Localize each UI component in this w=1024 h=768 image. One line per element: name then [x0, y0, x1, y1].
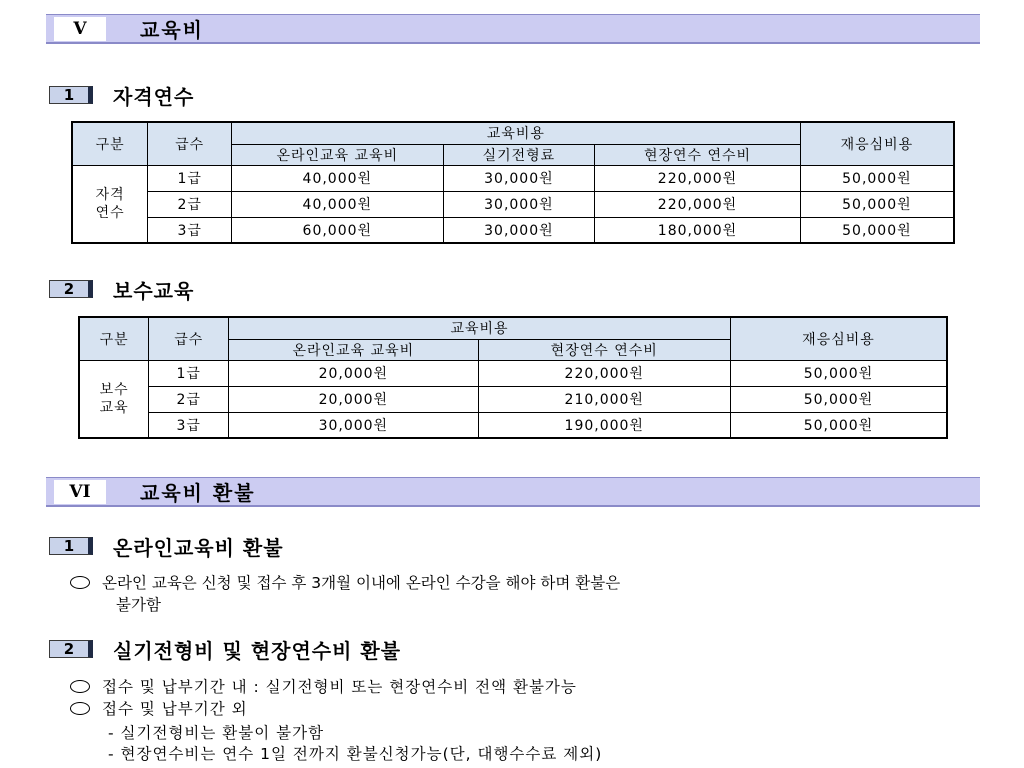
circle-bullet-icon: [70, 576, 90, 589]
online-fee-cell: 20,000원: [229, 386, 478, 412]
group-label: 자격 연수: [72, 165, 148, 243]
header-gubun: 구분: [79, 317, 149, 360]
reexam-fee-cell: 50,000원: [800, 165, 954, 191]
header-online: 온라인교육 교육비: [232, 144, 443, 165]
circle-bullet-icon: [70, 680, 90, 693]
online-fee-cell: 60,000원: [232, 217, 443, 243]
grade-cell: 1급: [149, 360, 229, 386]
subsection-title: 자격연수: [113, 84, 195, 109]
online-fee-cell: 30,000원: [229, 412, 478, 438]
header-gubun: 구분: [72, 122, 148, 165]
subsection-title: 실기전형비 및 현장연수비 환불: [113, 638, 402, 663]
grade-cell: 3급: [149, 412, 229, 438]
header-reexam: 재응심비용: [730, 317, 947, 360]
refund-bullet-1: [70, 677, 577, 697]
subsection-header-online-refund: [49, 533, 284, 559]
paragraph-line: 온라인 교육은 신청 및 접수 후 3개월 이내에 온라인 수강을 해야 하며 환불은: [102, 574, 621, 592]
table-row: [72, 191, 954, 217]
paragraph-continuation: 불가함: [116, 596, 161, 614]
header-grade: 급수: [149, 317, 229, 360]
subsection-title: 보수교육: [113, 278, 195, 303]
table-row: [79, 412, 947, 438]
refund-bullet-2: [70, 699, 248, 719]
header-field: 현장연수 연수비: [478, 339, 730, 360]
reexam-fee-cell: 50,000원: [730, 386, 947, 412]
header-reexam: 재응심비용: [800, 122, 954, 165]
section-roman-numeral: V: [54, 17, 106, 41]
grade-cell: 2급: [148, 191, 232, 217]
field-fee-cell: 210,000원: [478, 386, 730, 412]
table-row: [72, 165, 954, 191]
header-edu-cost: 교육비용: [232, 122, 801, 144]
online-fee-cell: 40,000원: [232, 165, 443, 191]
practical-fee-cell: 30,000원: [443, 191, 595, 217]
grade-cell: 3급: [148, 217, 232, 243]
grade-cell: 1급: [148, 165, 232, 191]
subsection-number: 1: [49, 86, 93, 104]
grade-cell: 2급: [149, 386, 229, 412]
field-fee-cell: 180,000원: [595, 217, 801, 243]
section-title: 교육비: [140, 18, 204, 42]
online-fee-cell: 40,000원: [232, 191, 443, 217]
header-grade: 급수: [148, 122, 232, 165]
section-roman-numeral: VI: [54, 480, 106, 504]
reexam-fee-cell: 50,000원: [730, 412, 947, 438]
field-fee-cell: 220,000원: [478, 360, 730, 386]
header-field: 현장연수 연수비: [595, 144, 801, 165]
refresher-fee-table: [78, 316, 948, 439]
table-row: [79, 386, 947, 412]
qualification-fee-table: [71, 121, 955, 244]
reexam-fee-cell: 50,000원: [800, 191, 954, 217]
practical-fee-cell: 30,000원: [443, 165, 595, 191]
bullet-text: 접수 및 납부기간 외: [102, 700, 248, 718]
subsection-title: 온라인교육비 환불: [113, 535, 284, 560]
subsection-number: 2: [49, 280, 93, 298]
section-header-vi: [46, 477, 980, 507]
online-fee-cell: 20,000원: [229, 360, 478, 386]
refund-sub-item-1: - 실기전형비는 환불이 불가함: [108, 724, 325, 742]
subsection-header-refresher: [49, 276, 194, 302]
subsection-header-qualification: [49, 82, 194, 108]
header-practical: 실기전형료: [443, 144, 595, 165]
header-edu-cost: 교육비용: [229, 317, 731, 339]
circle-bullet-icon: [70, 702, 90, 715]
header-online: 온라인교육 교육비: [229, 339, 478, 360]
reexam-fee-cell: 50,000원: [730, 360, 947, 386]
section-title: 교육비 환불: [140, 481, 256, 505]
field-fee-cell: 220,000원: [595, 165, 801, 191]
subsection-number: 2: [49, 640, 93, 658]
table-row: [72, 217, 954, 243]
practical-fee-cell: 30,000원: [443, 217, 595, 243]
refund-sub-item-2: - 현장연수비는 연수 1일 전까지 환불신청가능(단, 대행수수료 제외): [108, 745, 603, 763]
reexam-fee-cell: 50,000원: [800, 217, 954, 243]
bullet-text: 접수 및 납부기간 내 : 실기전형비 또는 현장연수비 전액 환불가능: [102, 678, 577, 696]
online-refund-paragraph: [70, 573, 620, 593]
field-fee-cell: 190,000원: [478, 412, 730, 438]
subsection-number: 1: [49, 537, 93, 555]
group-label: 보수 교육: [79, 360, 149, 438]
table-row: [79, 360, 947, 386]
subsection-header-practical-refund: [49, 636, 401, 662]
section-header-v: [46, 14, 980, 44]
field-fee-cell: 220,000원: [595, 191, 801, 217]
